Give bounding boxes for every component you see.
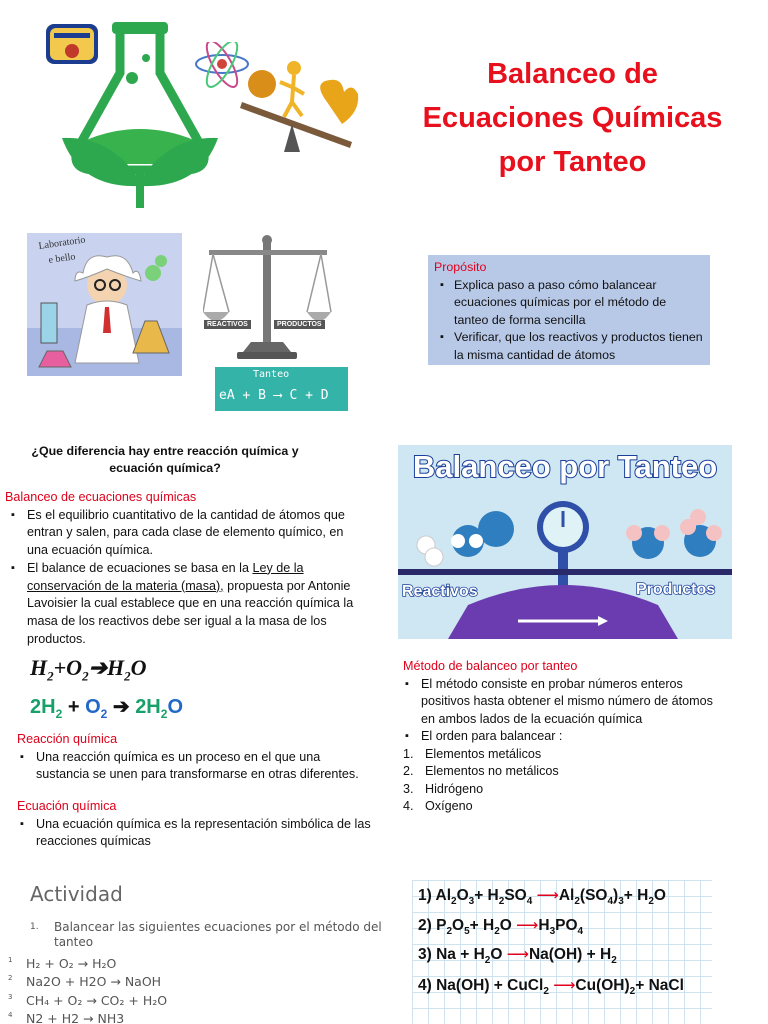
order-label: Hidrógeno	[425, 781, 484, 796]
activity-section	[8, 878, 393, 1024]
order-label: Elementos metálicos	[425, 746, 542, 761]
order-number: 3.	[403, 781, 414, 796]
method-list	[403, 676, 723, 746]
activity-title: Actividad	[30, 882, 123, 906]
exercise-equation-2: 2) $P_2O_5+ H_2O$ $⟶H_3PO_4$	[418, 917, 584, 938]
purpose-heading: Propósito	[434, 260, 487, 274]
atom-seesaw-icon	[192, 42, 362, 162]
activity-row-text: CH₄ + O₂ → CO₂ + H₂O	[26, 993, 168, 1008]
purpose-item: ▪ Verificar, que los reactivos y productos tienen la misma cantidad de átomos	[454, 329, 704, 364]
purpose-list	[434, 277, 704, 365]
scale-image	[203, 234, 333, 362]
ecuacion-item: ▪ Una ecuación química es la representación simbólica de las reacciones químicas	[18, 816, 372, 851]
activity-row-index: 1	[8, 956, 13, 964]
order-item	[403, 763, 723, 781]
method-item-2: ▪ El orden para balancear :	[403, 728, 723, 746]
activity-instruction	[30, 920, 390, 950]
order-number: 1.	[403, 746, 414, 761]
balanceo-heading: Balanceo de ecuaciones químicas	[5, 490, 197, 504]
title-line-2: Ecuaciones Químicas	[422, 102, 723, 134]
exercise-equation-3: 3) $Na + H_2O$ ⟶Na(OH) + $H_2$	[418, 946, 617, 967]
activity-instruction-text: Balancear las siguientes ecuaciones por el método del tanteo	[54, 920, 382, 949]
purpose-box	[428, 255, 710, 365]
activity-row-index: 4	[8, 1011, 13, 1019]
lab-sign-line-2: e bello	[47, 251, 77, 266]
tanteo-panel-title: Balanceo por Tanteo	[412, 449, 718, 484]
order-item	[403, 798, 723, 816]
balance-figures-image	[192, 42, 362, 162]
activity-instruction-number: 1.	[30, 922, 39, 932]
order-number: 4.	[403, 799, 414, 813]
ecuacion-heading: Ecuación química	[17, 799, 117, 813]
tanteo-box-title: Tanteo	[253, 369, 290, 380]
balanceo-item-2-pre: El balance de ecuaciones se basa en la	[27, 560, 253, 575]
reaccion-heading: Reacción química	[17, 732, 118, 746]
balanceo-tanteo-panel	[398, 445, 732, 639]
activity-row	[8, 974, 161, 989]
question-line-2: ecuación química?	[109, 461, 221, 475]
activity-row-index: 2	[8, 974, 13, 982]
activity-row-text: N2 + H2 → NH3	[26, 1011, 125, 1024]
purpose-item: ▪ Explica paso a paso cómo balancear ecuaciones químicas por el método de tanteo de forma sencilla	[454, 277, 704, 330]
scientist-illustration-icon	[27, 233, 182, 376]
question-line-1: ¿Que diferencia hay entre reacción química y	[31, 444, 299, 458]
activity-row-text: Na2O + H2O → NaOH	[26, 974, 162, 989]
balanceo-item-1: ▪ Es el equilibrio cuantitativo de la cantidad de átomos que entran y salen, para cada clase de elemento químico, en una ecuación química.	[9, 507, 365, 560]
exercise-equation-1: 1) $Al_2O_3+ H_2SO_4$ $⟶Al_2(SO_4)_3+ H_2O$	[418, 887, 666, 908]
reaccion-item: ▪ Una reacción química es un proceso en el que una sustancia se unen para transformarse en otras diferentes.	[18, 749, 372, 784]
method-item-1: ▪ El método consiste en probar números enteros positivos hasta obtener el mismo número de átomos en ambos lados de la ecuación química	[403, 676, 723, 729]
scale-left-label: REACTIVOS	[204, 320, 251, 329]
activity-row-index: 3	[8, 993, 13, 1001]
equation-balanced: $2H_2 + O_2$ ➔ $2H_2O$	[30, 696, 184, 721]
ecuacion-section	[17, 798, 372, 851]
scale-right-label: PRODUCTOS	[274, 320, 325, 329]
ecuacion-list	[18, 816, 372, 851]
order-label: Oxígeno	[425, 799, 473, 813]
order-list	[403, 746, 723, 816]
reaccion-list	[18, 749, 372, 784]
method-heading: Método de balanceo por tanteo	[403, 659, 578, 673]
equation-unbalanced: $H_2+O_2➔H_2O$	[30, 655, 147, 684]
title-line-1: Balanceo de	[487, 58, 658, 90]
scientist-image	[27, 233, 182, 376]
reaccion-section	[17, 731, 372, 784]
order-item	[403, 781, 723, 799]
conservation-law-link[interactable]: Ley de la conservación de la materia (masa),	[27, 560, 304, 593]
method-section	[403, 658, 723, 816]
title-line-3: por Tanteo	[498, 146, 647, 178]
balanceo-list	[9, 507, 365, 649]
order-number: 2.	[403, 764, 414, 778]
tanteo-panel-productos: Productos	[636, 581, 716, 598]
balance-scale-icon	[203, 234, 333, 362]
exercise-equations-grid	[412, 880, 712, 1024]
tanteo-box-equation: eA + B ⟶ C + D	[219, 388, 329, 403]
activity-row	[8, 1011, 124, 1024]
balanceo-definition-section	[5, 489, 365, 648]
balanceo-item-2-post: propuesta por Antonie Lavoisier la cual establece que en una reacción química la masa de los reactivos debe ser igual a la masa de los productos.	[27, 578, 354, 646]
balanceo-item-2	[9, 560, 365, 649]
order-label: Elementos no metálicos	[425, 764, 559, 778]
exercise-equation-4: 4) Na(OH) + CuCl$_2$ $⟶Cu(OH)_2+$ NaCl	[418, 977, 684, 998]
tanteo-equation-box	[215, 367, 348, 411]
question-heading	[20, 443, 310, 477]
activity-row	[8, 956, 116, 971]
lab-sign-line-1: Laboratorio	[37, 234, 87, 252]
page-title	[395, 52, 750, 184]
order-item	[403, 746, 723, 764]
activity-row	[8, 993, 167, 1008]
activity-row-text: H₂ + O₂ → H₂O	[26, 956, 117, 971]
tanteo-panel-reactivos: Reactivos	[402, 583, 478, 600]
